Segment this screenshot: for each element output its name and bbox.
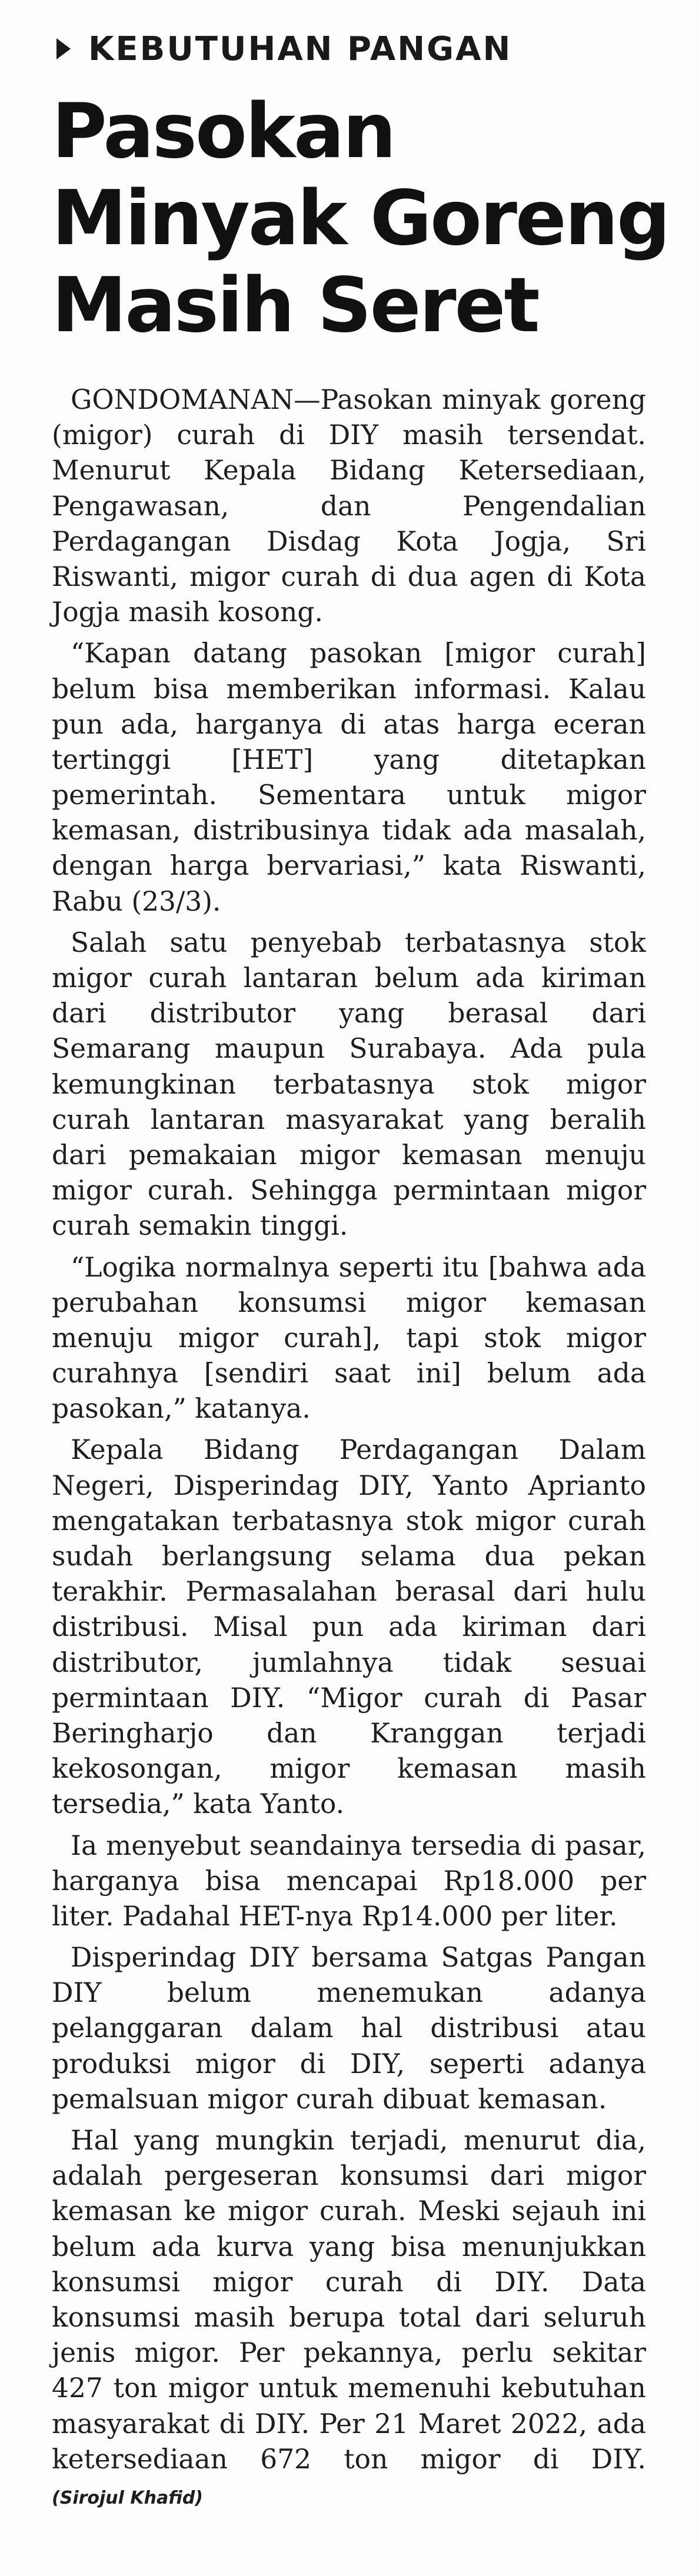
headline-line-1: Pasokan	[52, 88, 395, 175]
paragraph-4: “Logika normalnya seperti itu [bahwa ada perubahan konsumsi migor kemasan menuju migor curah], tapi stok migor curahnya [sendiri saat ini] belum ada pasokan,” katanya.	[52, 1251, 646, 1425]
paragraph-3: Salah satu penyebab terbatasnya stok migor curah lantaran belum ada kiriman dari distributor yang berasal dari Semarang maupun Surabaya. Ada pula kemungkinan terbatasnya stok migor curah lantaran masyarakat yang beralih dari pemakaian migor kemasan menuju migor curah. Sehingga permintaan migor curah semakin tinggi.	[52, 927, 646, 1242]
paragraph-1: GONDOMANAN—Pasokan minyak goreng (migor) curah di DIY masih tersendat. Menurut Kepala Bidang Ketersediaan, Pengawasan, dan Pengendalian Perdagangan Disdag Kota Jogja, Sri Riswanti, migor curah di dua agen di Kota Jogja masih kosong.	[52, 384, 646, 628]
article-body	[52, 382, 646, 2522]
paragraph-7: Disperindag DIY bersama Satgas Pangan DIY belum menemukan adanya pelanggaran dalam hal distribusi atau produksi migor di DIY, seperti adanya pemalsuan migor curah dibuat kemasan.	[52, 1942, 646, 2115]
byline: (Sirojul Khafid)	[52, 2487, 204, 2508]
paragraph-5: Kepala Bidang Perdagangan Dalam Negeri, Disperindag DIY, Yanto Aprianto mengatakan terbatasnya stok migor curah sudah berlangsung selama dua pekan terakhir. Permasalahan berasal dari hulu distribusi. Misal pun ada kiriman dari distributor, jumlahnya tidak sesuai permintaan DIY. “Migor curah di Pasar Beringharjo dan Kranggan terjadi kekosongan, migor kemasan masih tersedia,” kata Yanto.	[52, 1434, 646, 1820]
headline	[52, 88, 669, 349]
rubric-label	[56, 22, 512, 75]
paragraph-8-text: Hal yang mungkin terjadi, menurut dia, adalah pergeseran konsumsi dari migor kemasan ke migor curah. Meski sejauh ini belum ada kurva yang bisa menunjukkan konsumsi migor curah di DIY. Data konsumsi masih berupa total dari seluruh jenis migor. Per pekannya, perlu sekitar 427 ton migor untuk memenuhi kebutuhan masyarakat di DIY. Per 21 Maret 2022, ada ketersediaan 672 ton migor di DIY.	[52, 2125, 646, 2475]
triangle-bullet-icon	[56, 38, 71, 59]
headline-line-3: Masih Seret	[52, 262, 538, 349]
paragraph-6: Ia menyebut seandainya tersedia di pasar, harganya bisa mencapai Rp18.000 per liter. Padahal HET-nya Rp14.000 per liter.	[52, 1829, 646, 1932]
paragraph-2: “Kapan datang pasokan [migor curah] belum bisa memberikan informasi. Kalau pun ada, harganya di atas harga eceran tertinggi [HET] yang ditetapkan pemerintah. Sementara untuk migor kemasan, distribusinya tidak ada masalah, dengan harga bervariasi,” kata Riswanti, Rabu (23/3).	[52, 638, 646, 917]
paragraph-8	[52, 2123, 646, 2516]
rubric-text: KEBUTUHAN PANGAN	[88, 29, 512, 68]
headline-line-2: Minyak Goreng	[52, 175, 669, 262]
